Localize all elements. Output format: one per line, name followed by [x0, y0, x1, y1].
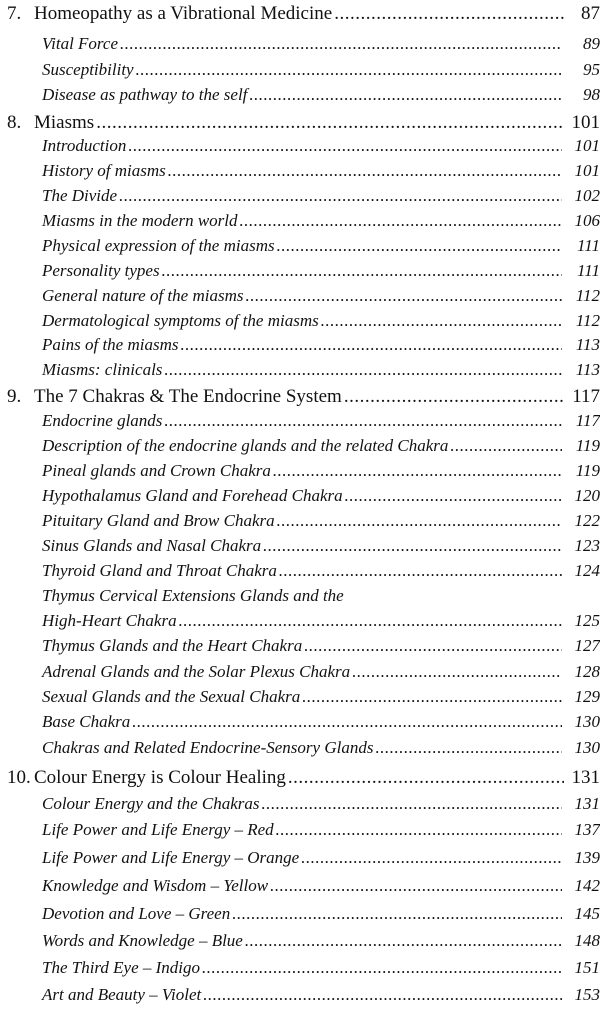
page-number: 119: [575, 436, 600, 455]
page-number: 120: [574, 486, 600, 505]
chapter-title: Colour Energy is Colour Healing: [34, 767, 286, 788]
page-number: 137: [574, 820, 600, 839]
dot-leader: [179, 611, 562, 631]
chapter-number: 8.: [7, 112, 22, 133]
dot-leader: [277, 511, 562, 531]
toc-entry: [0, 411, 600, 431]
toc-entry: [0, 712, 600, 732]
toc-entry: [0, 486, 600, 506]
page-number: 130: [574, 712, 600, 731]
dot-leader: [132, 712, 562, 732]
entry-title: Colour Energy and the Chakras: [42, 794, 260, 813]
toc-entry: [0, 820, 600, 840]
entry-title: Pains of the miasms: [42, 335, 179, 354]
toc-entry: [0, 461, 600, 481]
entry-title: Base Chakra: [42, 712, 131, 731]
dot-leader: [375, 738, 562, 758]
toc-entry: [0, 876, 600, 896]
toc-entry: [0, 136, 600, 156]
page-number: 112: [575, 286, 600, 305]
chapter-title: Homeopathy as a Vibrational Medicine: [34, 3, 333, 24]
page-number: 113: [575, 335, 600, 354]
toc-entry-wrapped: [0, 586, 600, 606]
entry-title: Description of the endocrine glands and the related Chakra: [42, 436, 449, 455]
dot-leader: [302, 687, 562, 707]
dot-leader: [128, 136, 562, 156]
page-number: 95: [583, 60, 600, 79]
entry-title: The Divide: [42, 186, 118, 205]
entry-title: General nature of the miasms: [42, 286, 244, 305]
page-number: 101: [571, 112, 600, 133]
toc-entry: [0, 687, 600, 707]
chapter-number: 9.: [7, 386, 22, 407]
dot-leader: [301, 848, 562, 868]
dot-leader: [450, 436, 562, 456]
toc-entry: [0, 985, 600, 1005]
page-number: 122: [574, 511, 600, 530]
entry-title: Sinus Glands and Nasal Chakra: [42, 536, 262, 555]
page-number: 131: [571, 767, 600, 788]
toc-entry: [0, 611, 600, 631]
entry-title: Thyroid Gland and Throat Chakra: [42, 561, 277, 580]
entry-title: Vital Force: [42, 34, 119, 53]
toc-entry: [0, 958, 600, 978]
dot-leader: [262, 794, 562, 814]
chapter-title: The 7 Chakras & The Endocrine System: [34, 386, 342, 407]
dot-leader: [345, 486, 562, 506]
dot-leader: [263, 536, 562, 556]
page-number: 112: [575, 311, 600, 330]
dot-leader: [321, 311, 562, 331]
page-number: 128: [574, 662, 600, 681]
dot-leader: [120, 34, 562, 54]
dot-leader: [203, 985, 562, 1005]
entry-title: Personality types: [42, 261, 160, 280]
toc-entry: [0, 904, 600, 924]
page-number: 117: [575, 411, 600, 430]
dot-leader: [279, 561, 562, 581]
dot-leader: [344, 386, 564, 408]
page-number: 106: [574, 211, 600, 230]
entry-title: Susceptibility: [42, 60, 134, 79]
page-number: 98: [583, 85, 600, 104]
dot-leader: [232, 904, 562, 924]
entry-title: Art and Beauty – Violet: [42, 985, 202, 1004]
toc-entry: [0, 236, 600, 256]
chapter-heading: [0, 112, 600, 134]
dot-leader: [245, 286, 562, 306]
page-number: 148: [574, 931, 600, 950]
dot-leader: [162, 261, 562, 281]
page-number: 129: [574, 687, 600, 706]
page-number: 111: [577, 261, 600, 280]
page-number: 127: [574, 636, 600, 655]
dot-leader: [245, 931, 562, 951]
toc-entry: [0, 794, 600, 814]
page-number: 151: [574, 958, 600, 977]
page-number: 119: [575, 461, 600, 480]
entry-title: Physical expression of the miasms: [42, 236, 275, 255]
entry-title: Hypothalamus Gland and Forehead Chakra: [42, 486, 343, 505]
page-number: 124: [574, 561, 600, 580]
dot-leader: [249, 85, 562, 105]
entry-title: Words and Knowledge – Blue: [42, 931, 243, 950]
page-number: 117: [572, 386, 600, 407]
entry-title: Sexual Glands and the Sexual Chakra: [42, 687, 301, 706]
dot-leader: [119, 186, 562, 206]
entry-title: Life Power and Life Energy – Red: [42, 820, 274, 839]
dot-leader: [168, 161, 562, 181]
toc-entry: [0, 211, 600, 231]
toc-entry: [0, 261, 600, 281]
dot-leader: [277, 236, 562, 256]
page-number: 102: [574, 186, 600, 205]
toc-entry: [0, 662, 600, 682]
entry-title: Adrenal Glands and the Solar Plexus Chakra: [42, 662, 351, 681]
entry-title: Thymus Cervical Extensions Glands and the: [42, 586, 344, 605]
entry-title: Disease as pathway to the self: [42, 85, 248, 104]
page-number: 131: [574, 794, 600, 813]
page-number: 153: [574, 985, 600, 1004]
dot-leader: [164, 411, 562, 431]
dot-leader: [276, 820, 562, 840]
dot-leader: [334, 3, 564, 25]
entry-title: The Third Eye – Indigo: [42, 958, 201, 977]
page-number: 139: [574, 848, 600, 867]
page-number: 142: [574, 876, 600, 895]
toc-entry: [0, 60, 600, 80]
entry-title: Chakras and Related Endocrine-Sensory Glands: [42, 738, 374, 757]
dot-leader: [96, 112, 564, 134]
toc-entry: [0, 561, 600, 581]
entry-title: Pituitary Gland and Brow Chakra: [42, 511, 275, 530]
page-number: 101: [574, 161, 600, 180]
entry-title: History of miasms: [42, 161, 166, 180]
toc-entry: [0, 536, 600, 556]
entry-title: Devotion and Love – Green: [42, 904, 231, 923]
entry-title: Miasms: clinicals: [42, 360, 163, 379]
toc-entry: [0, 436, 600, 456]
toc-entry: [0, 335, 600, 355]
page-number: 145: [574, 904, 600, 923]
page-number: 125: [574, 611, 600, 630]
entry-title: Endocrine glands: [42, 411, 163, 430]
toc-entry: [0, 186, 600, 206]
page-number: 111: [577, 236, 600, 255]
toc-entry: [0, 931, 600, 951]
chapter-heading: [0, 767, 600, 789]
dot-leader: [270, 876, 562, 896]
toc-entry: [0, 636, 600, 656]
entry-title: Life Power and Life Energy – Orange: [42, 848, 300, 867]
page-number: 87: [581, 3, 600, 24]
entry-title: Introduction: [42, 136, 127, 155]
entry-title: Knowledge and Wisdom – Yellow: [42, 876, 269, 895]
entry-title: High-Heart Chakra: [42, 611, 177, 630]
toc-entry: [0, 311, 600, 331]
dot-leader: [273, 461, 562, 481]
toc-entry: [0, 161, 600, 181]
entry-title: Thymus Glands and the Heart Chakra: [42, 636, 303, 655]
entry-title: Dermatological symptoms of the miasms: [42, 311, 319, 330]
page-number: 123: [574, 536, 600, 555]
page-number: 113: [575, 360, 600, 379]
chapter-number: 7.: [7, 3, 22, 24]
chapter-heading: [0, 386, 600, 408]
toc-entry: [0, 738, 600, 758]
dot-leader: [164, 360, 562, 380]
toc-entry: [0, 34, 600, 54]
page-number: 89: [583, 34, 600, 53]
entry-title: Miasms in the modern world: [42, 211, 238, 230]
dot-leader: [288, 767, 564, 789]
chapter-heading: [0, 3, 600, 25]
toc-entry: [0, 511, 600, 531]
page-number: 101: [574, 136, 600, 155]
dot-leader: [304, 636, 562, 656]
entry-title: Pineal glands and Crown Chakra: [42, 461, 271, 480]
toc-entry: [0, 85, 600, 105]
dot-leader: [202, 958, 562, 978]
chapter-number: 10.: [7, 767, 31, 788]
toc-entry: [0, 286, 600, 306]
page-number: 130: [574, 738, 600, 757]
dot-leader: [180, 335, 562, 355]
dot-leader: [352, 662, 562, 682]
dot-leader: [240, 211, 563, 231]
chapter-title: Miasms: [34, 112, 95, 133]
toc-entry: [0, 360, 600, 380]
dot-leader: [136, 60, 562, 80]
toc-entry: [0, 848, 600, 868]
